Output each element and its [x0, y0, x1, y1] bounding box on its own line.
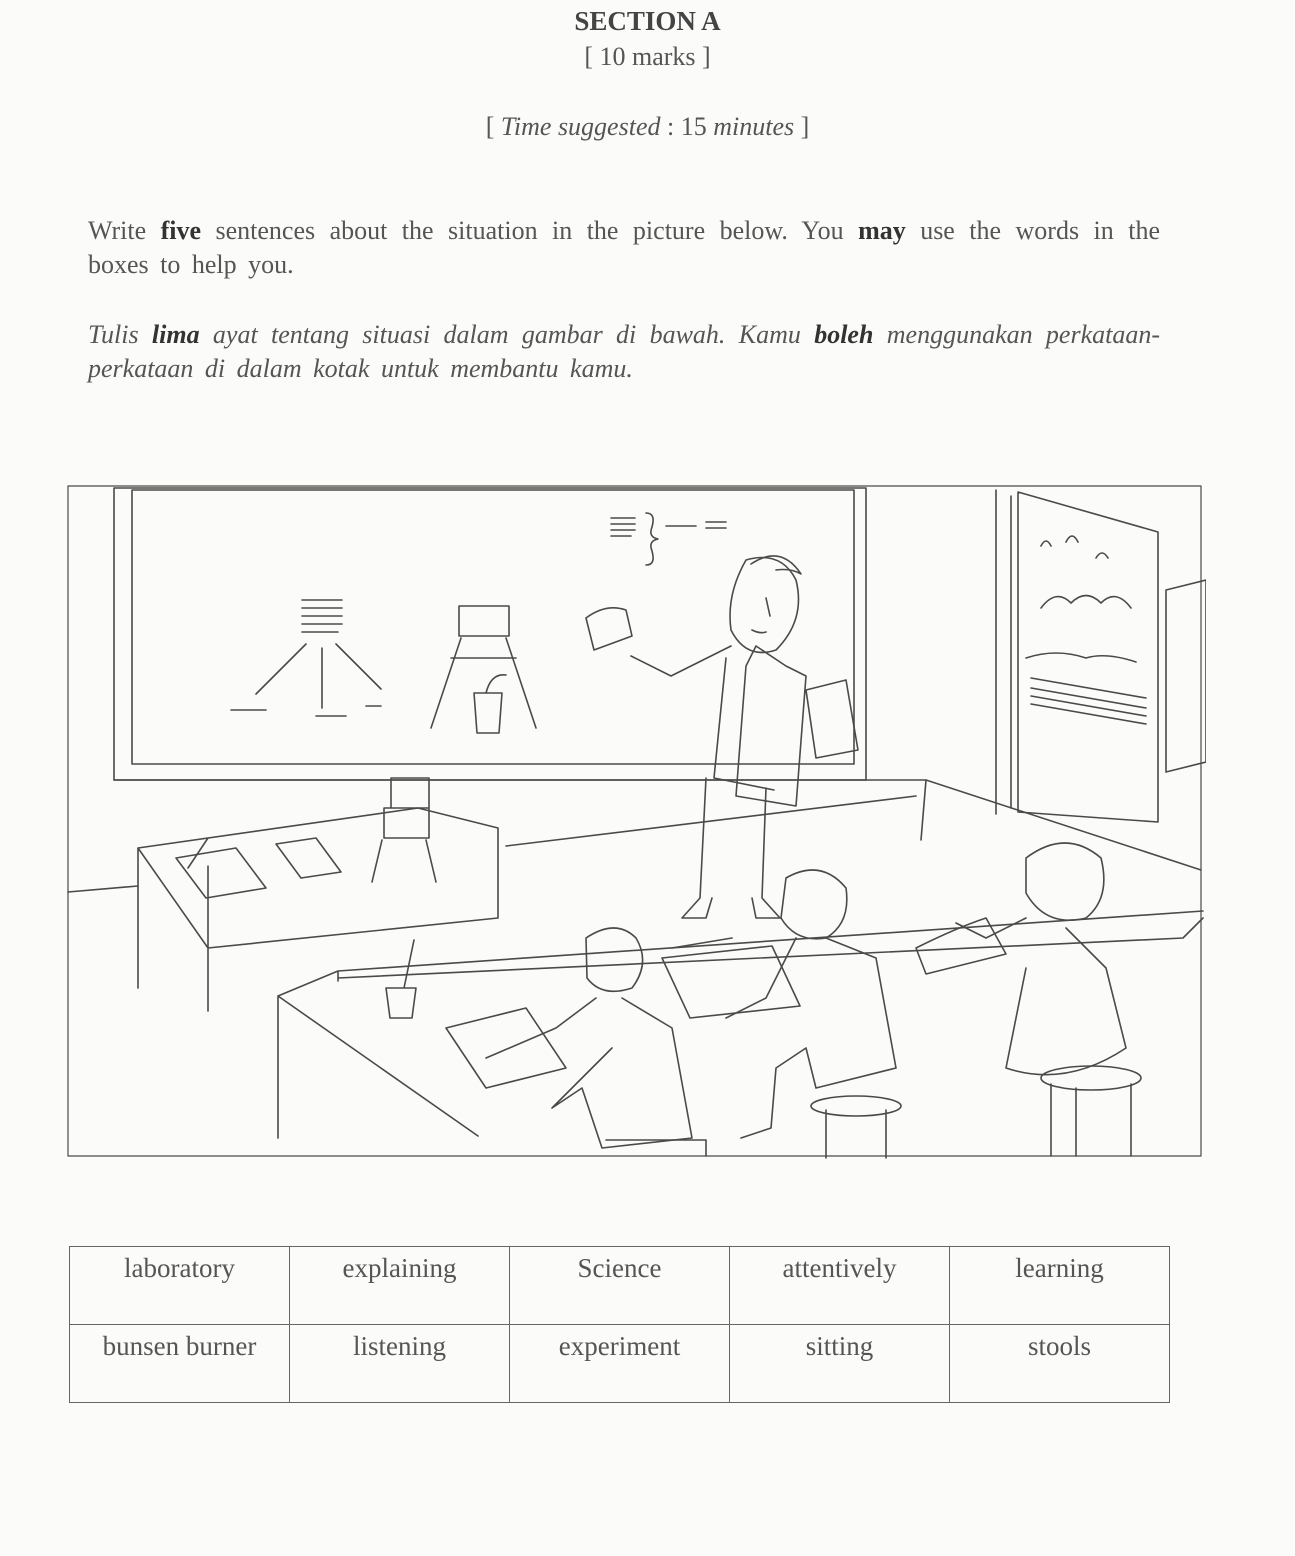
word-cell: experiment: [510, 1325, 730, 1403]
time-suggested: [0, 112, 1295, 142]
word-cell: listening: [290, 1325, 510, 1403]
time-unit: minutes: [713, 112, 795, 141]
section-title: SECTION A: [574, 6, 721, 36]
instr-ms-text-2: ayat tentang situasi dalam gambar di bawah. Kamu: [199, 320, 815, 349]
instr-en-bold-2: may: [858, 216, 906, 245]
time-label: Time suggested: [500, 112, 661, 141]
word-row-2: [70, 1325, 1170, 1403]
classroom-illustration: [66, 478, 1206, 1160]
back-bench: [138, 778, 498, 1011]
word-cell: learning: [950, 1247, 1170, 1325]
marks-label: [ 10 marks ]: [584, 42, 711, 71]
instr-en-text-1: Write: [88, 216, 161, 245]
floor-lines: [68, 780, 1201, 892]
word-cell: sitting: [730, 1325, 950, 1403]
time-open: [: [485, 112, 501, 141]
time-close: ]: [794, 112, 810, 141]
instr-ms-bold-1: lima: [151, 320, 200, 349]
word-cell: bunsen burner: [70, 1325, 290, 1403]
word-box-table: [69, 1246, 1170, 1403]
window: [996, 490, 1206, 822]
word-cell: laboratory: [70, 1247, 290, 1325]
front-bench: [278, 911, 1203, 1138]
instr-en-text-3: use the words in the boxes to help you.: [88, 216, 1160, 279]
teacher-figure: [586, 556, 858, 918]
instr-ms-text-1: Tulis: [88, 320, 152, 349]
whiteboard: [114, 488, 866, 780]
student-two: [726, 870, 901, 1158]
picture-frame: [68, 486, 1201, 1156]
word-cell: stools: [950, 1325, 1170, 1403]
word-cell: explaining: [290, 1247, 510, 1325]
student-three: [956, 843, 1141, 1156]
instr-ms-bold-2: boleh: [814, 320, 874, 349]
instruction-english: [88, 214, 1160, 282]
instr-en-text-2: sentences about the situation in the picture below. You: [201, 216, 859, 245]
word-cell: Science: [510, 1247, 730, 1325]
word-row-1: [70, 1247, 1170, 1325]
time-sep: : 15: [660, 112, 714, 141]
instr-en-bold-1: five: [160, 216, 202, 245]
instruction-malay: [88, 318, 1160, 386]
instr-ms-text-3: menggunakan perkataan-perkataan di dalam kotak untuk membantu kamu.: [88, 320, 1161, 383]
word-cell: attentively: [730, 1247, 950, 1325]
